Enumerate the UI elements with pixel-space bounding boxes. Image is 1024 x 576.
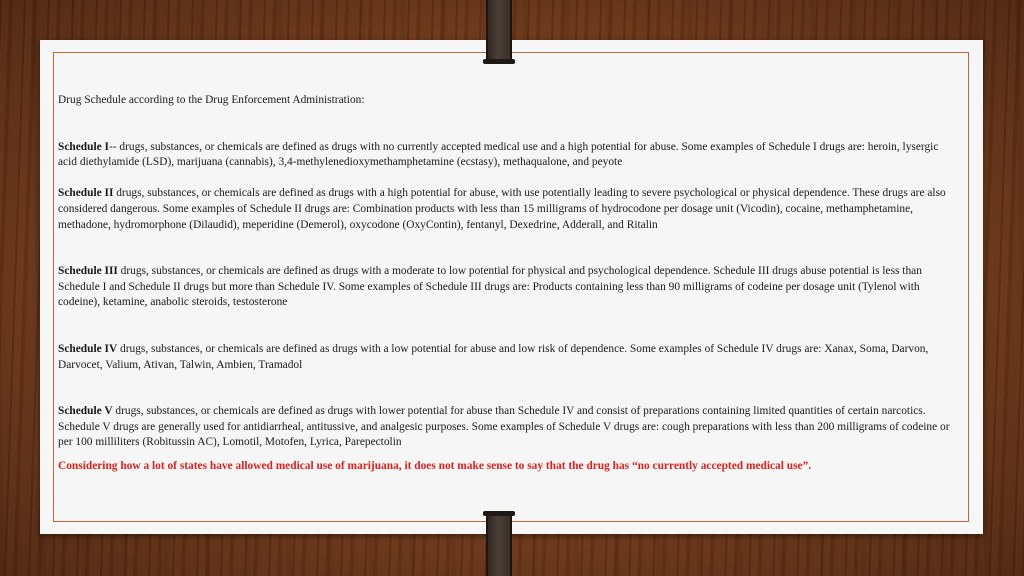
schedule-1-text: -- drugs, substances, or chemicals are defined as drugs with no currently accepted medical use and a high potential for abuse. Some examples of Schedule I drugs are: heroin, lysergic acid diethylamide (LSD), marijuana (cannabis), 3,4-methylenedioxymethamphetamine (ecstasy), methaqualone, and peyote — [58, 140, 939, 169]
slide-content — [58, 93, 958, 475]
schedule-2-paragraph — [58, 186, 958, 233]
schedule-4-title: Schedule IV — [58, 342, 118, 355]
schedule-5-text: drugs, substances, or chemicals are defined as drugs with lower potential for abuse than Schedule IV and consist of preparations containing limited quantities of certain narcotics. Schedule V drugs are generally used for antidiarrheal, antitussive, and analgesic purposes. Some examples of Schedule V drugs are: cough preparations with less than 200 milligrams of codeine or per 100 milliliters (Robitussin AC), Lomotil, Motofen, Lyrica, Parepectolin — [58, 405, 950, 449]
schedule-3-paragraph — [58, 264, 958, 311]
schedule-1-title: Schedule I — [58, 140, 109, 153]
intro-heading: Drug Schedule according to the Drug Enforcement Administration: — [58, 94, 365, 106]
top-clip — [486, 0, 512, 62]
schedule-3-text: drugs, substances, or chemicals are defined as drugs with a moderate to low potential for physical and psychological dependence. Schedule III drugs abuse potential is less than Schedule I and Schedule II drugs but more than Schedule IV. Some examples of Schedule III drugs are: Products containing less than 90 milligrams of codeine per dosage unit (Tylenol with codeine), ketamine, anabolic steroids, testosterone — [58, 265, 922, 309]
top-clip-cap — [483, 59, 515, 64]
schedule-3-title: Schedule III — [58, 265, 118, 278]
schedule-1-paragraph — [58, 140, 958, 171]
bottom-clip-cap — [483, 511, 515, 516]
schedule-4-text: drugs, substances, or chemicals are defined as drugs with a low potential for abuse and low risk of dependence. Some examples of Schedule IV drugs are: Xanax, Soma, Darvon, Darvocet, Valium, Ativan, Talwin, Ambien, Tramadol — [58, 342, 929, 371]
schedule-2-title: Schedule II — [58, 187, 114, 200]
schedule-5-title: Schedule V — [58, 405, 113, 418]
schedule-4-paragraph — [58, 342, 958, 373]
bottom-clip — [486, 512, 512, 576]
schedule-5-paragraph — [58, 404, 958, 451]
conclusion-text: Considering how a lot of states have allowed medical use of marijuana, it does not make sense to say that the drug has “no currently accepted medical use”. — [58, 459, 812, 472]
schedule-2-text: drugs, substances, or chemicals are defined as drugs with a high potential for abuse, with use potentially leading to severe psychological or physical dependence. These drugs are also considered dangerous. Some examples of Schedule II drugs are: Combination products with less than 15 milligrams of hydrocodone per dosage unit (Vicodin), cocaine, methamphetamine, methadone, hydromorphone (Dilaudid), meperidine (Demerol), oxycodone (OxyContin), fentanyl, Dexedrine, Adderall, and Ritalin — [58, 187, 946, 231]
